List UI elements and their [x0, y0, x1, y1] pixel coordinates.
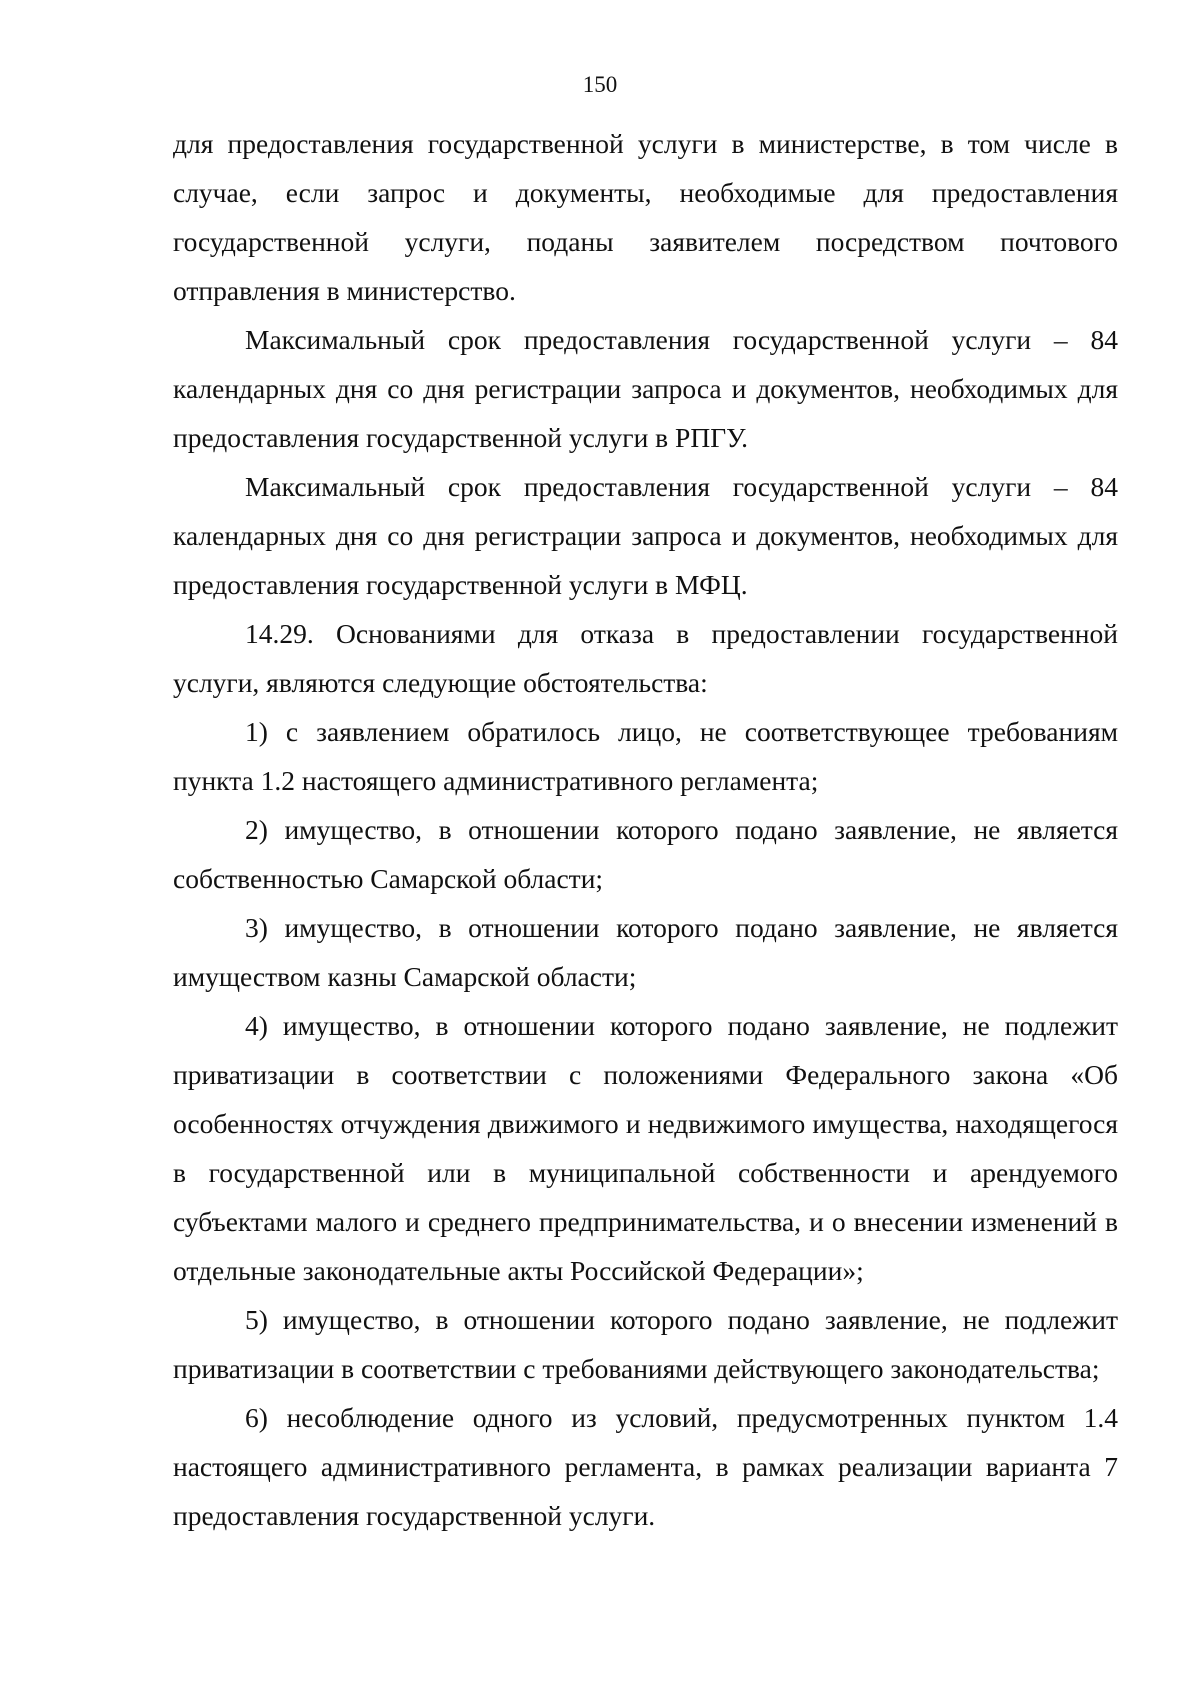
list-item-2: 2) имущество, в отношении которого подано заявление, не является собственностью Самарской области;	[173, 814, 1118, 894]
list-item-1: 1) с заявлением обратилось лицо, не соответствующее требованиям пункта 1.2 настоящего административного регламента;	[173, 716, 1118, 796]
page-number: 150	[582, 72, 618, 97]
paragraph-max-term-mfc: Максимальный срок предоставления государственной услуги – 84 календарных дня со дня регистрации запроса и документов, необходимых для предоставления государственной услуги в МФЦ.	[173, 471, 1118, 600]
paragraph-continuation: для предоставления государственной услуги в министерстве, в том числе в случае, если запрос и документы, необходимые для предоставления государственной услуги, поданы заявителем посредством почтового отправления в министерство.	[173, 128, 1118, 306]
paragraph-max-term-rpgu: Максимальный срок предоставления государственной услуги – 84 календарных дня со дня регистрации запроса и документов, необходимых для предоставления государственной услуги в РПГУ.	[173, 324, 1118, 453]
list-item-3: 3) имущество, в отношении которого подано заявление, не является имуществом казны Самарской области;	[173, 912, 1118, 992]
list-item-4: 4) имущество, в отношении которого подано заявление, не подлежит приватизации в соответствии с положениями Федерального закона «Об особенностях отчуждения движимого и недвижимого имущества, находящегося в государственной или в муниципальной собственности и арендуемого субъектами малого и среднего предпринимательства, и о внесении изменений в отдельные законодательные акты Российской Федерации»;	[173, 1010, 1118, 1286]
document-body	[173, 119, 1118, 1540]
list-item-6: 6) несоблюдение одного из условий, предусмотренных пунктом 1.4 настоящего административного регламента, в рамках реализации варианта 7 предоставления государственной услуги.	[173, 1402, 1118, 1531]
paragraph-refusal-grounds: 14.29. Основаниями для отказа в предоставлении государственной услуги, являются следующие обстоятельства:	[173, 618, 1118, 698]
list-item-5: 5) имущество, в отношении которого подано заявление, не подлежит приватизации в соответствии с требованиями действующего законодательства;	[173, 1304, 1118, 1384]
